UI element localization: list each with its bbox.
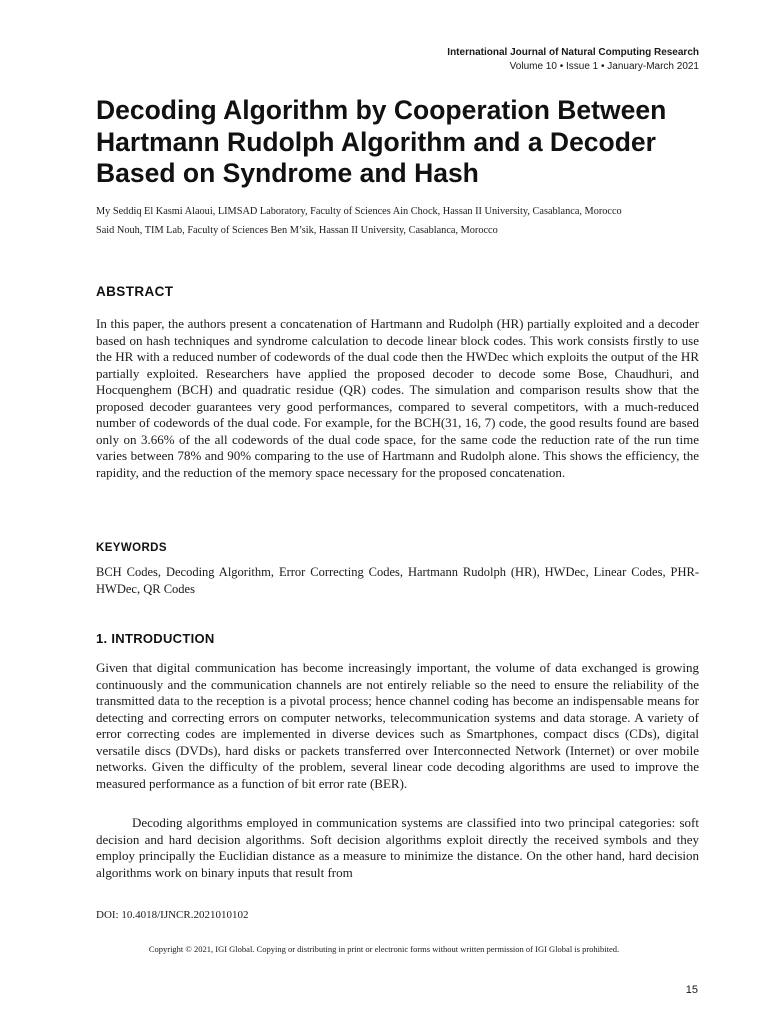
introduction-paragraph: Decoding algorithms employed in communication systems are classified into two principal categories: soft decision and hard decision algorithms. Soft decision algorithms exploit directly the received symbols and they employ principally the Euclidian distance as a measure to minimize the distance. On the other hand, hard decision algorithms work on binary inputs that result from <box>96 815 699 880</box>
journal-header <box>447 46 699 73</box>
abstract-text: In this paper, the authors present a concatenation of Hartmann and Rudolph (HR) partially exploited and a decoder based on hash techniques and syndrome calculation to decode linear block codes. This work consists firstly to use the HR with a reduced number of codewords of the dual code then the HWDec which exploits the output of the HR partially exploited. Researchers have applied the proposed decoder to decode some Bose, Chaudhuri, and Hocquenghem (BCH) and quadratic residue (QR) codes. The simulation and comparison results show that the proposed decoder guarantees very good performances, compared to several competitors, with a much-reduced number of codewords of the dual code. For example, for the BCH(31, 16, 7) code, the good results found are based only on 3.66% of the all codewords of the dual code space, for the same code the reduction rate of the run time varies between 78% and 90% comparing to the use of Hartmann and Rudolph alone. This shows the efficiency, the rapidity, and the reduction of the memory space necessary for the proposed concatenation. <box>96 316 699 480</box>
author-list <box>96 206 706 243</box>
introduction-paragraph: Given that digital communication has become increasingly important, the volume of data exchanged is growing continuously and the communication channels are not entirely reliable so the need to ensure the reliability of the transmitted data to the reception is a pivotal process; hence channel coding has become an indispensable means for detecting and correcting errors on computer networks, telecommunication systems and data storage. A variety of error correcting codes are implemented in diverse devices such as Smartphones, compact discs (CDs), digital versatile discs (DVDs), hard disks or packets transferred over Interconnected Network (Internet) or over mobile networks. Given the difficulty of the problem, several linear code decoding algorithms are used to improve the measured performance as a function of bit error rate (BER). <box>96 660 699 791</box>
issue-line: Volume 10 • Issue 1 • January-March 2021 <box>509 60 699 72</box>
keywords-heading: KEYWORDS <box>96 542 167 554</box>
abstract-heading: ABSTRACT <box>96 284 174 299</box>
author-affiliation: My Seddiq El Kasmi Alaoui, LIMSAD Laboratory, Faculty of Sciences Ain Chock, Hassan II University, Casablanca, Morocco <box>96 206 622 217</box>
journal-name: International Journal of Natural Computing Research <box>447 47 699 58</box>
paper-title: Decoding Algorithm by Cooperation Between Hartmann Rudolph Algorithm and a Decoder Based on Syndrome and Hash <box>96 95 667 188</box>
author-affiliation: Said Nouh, TIM Lab, Faculty of Sciences Ben M’sik, Hassan II University, Casablanca, Morocco <box>96 224 498 236</box>
introduction-heading: 1. INTRODUCTION <box>96 631 215 646</box>
doi: DOI: 10.4018/IJNCR.2021010102 <box>96 909 249 921</box>
copyright-notice: Copyright © 2021, IGI Global. Copying or distributing in print or electronic forms without written permission of IGI Global is prohibited. <box>148 944 620 954</box>
keywords-text: BCH Codes, Decoding Algorithm, Error Correcting Codes, Hartmann Rudolph (HR), HWDec, Linear Codes, PHR-HWDec, QR Codes <box>96 565 699 596</box>
page-number: 15 <box>685 984 698 996</box>
